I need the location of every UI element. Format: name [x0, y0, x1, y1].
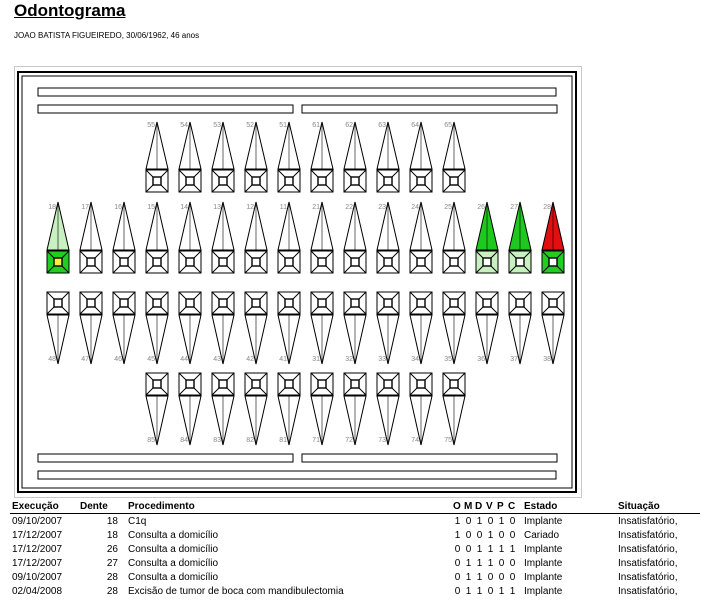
tooth-number: 24	[411, 204, 419, 211]
occlusal-face	[549, 258, 557, 266]
occlusal-face	[318, 258, 326, 266]
header-v: V	[485, 500, 496, 514]
occlusal-face	[285, 258, 293, 266]
cell-face-flag: 0	[465, 543, 472, 555]
tooth-number: 31	[312, 356, 320, 363]
cell-face-flag: 1	[487, 529, 494, 541]
cell-procedimento: Consulta a domicílio	[128, 529, 219, 541]
cell-face-flag: 1	[487, 543, 494, 555]
occlusal-face	[252, 258, 260, 266]
occlusal-face	[87, 258, 95, 266]
occlusal-face	[450, 177, 458, 185]
cell-face-flag: 1	[498, 585, 505, 597]
occlusal-face	[351, 299, 359, 307]
tooth-number: 83	[213, 437, 221, 444]
occlusal-face	[549, 299, 557, 307]
tooth-number: 45	[147, 356, 155, 363]
tooth-number: 28	[543, 204, 551, 211]
tooth-number: 63	[378, 122, 386, 129]
cell-face-flag: 0	[465, 515, 472, 527]
occlusal-face	[351, 380, 359, 388]
occlusal-face	[450, 258, 458, 266]
tooth-number: 38	[543, 356, 551, 363]
cell-face-flag: 0	[476, 529, 483, 541]
cell-face-flag: 0	[509, 557, 516, 569]
cell-execucao: 17/12/2007	[12, 529, 63, 541]
occlusal-face	[516, 299, 524, 307]
cell-execucao: 02/04/2008	[12, 585, 63, 597]
upper-left-quadrant-bar	[302, 105, 557, 113]
cell-procedimento: C1q	[128, 515, 147, 527]
tooth-number: 65	[444, 122, 452, 129]
tooth-number: 14	[180, 204, 188, 211]
table-row[interactable]	[10, 584, 700, 598]
tooth-number: 72	[345, 437, 353, 444]
cell-face-flag: 0	[509, 571, 516, 583]
cell-face-flag: 1	[454, 529, 461, 541]
occlusal-face	[384, 299, 392, 307]
tooth-number: 85	[147, 437, 155, 444]
cell-face-flag: 0	[454, 585, 461, 597]
tooth-number: 21	[312, 204, 320, 211]
cell-face-flag: 0	[487, 515, 494, 527]
tooth-number: 74	[411, 437, 419, 444]
header-m: M	[464, 501, 473, 512]
occlusal-face	[219, 177, 227, 185]
table-row[interactable]	[10, 528, 700, 542]
occlusal-face	[153, 258, 161, 266]
upper-arch-bar	[38, 88, 556, 96]
tooth-number: 54	[180, 122, 188, 129]
cell-estado: Implante	[524, 571, 563, 583]
cell-procedimento: Excisão de tumor de boca com mandibulectomia	[128, 585, 344, 597]
cell-face-flag: 0	[498, 557, 505, 569]
cell-face-flag: 0	[509, 529, 516, 541]
cell-face-flag: 0	[454, 571, 461, 583]
cell-execucao: 17/12/2007	[12, 543, 63, 555]
occlusal-face	[417, 177, 425, 185]
occlusal-face	[483, 258, 491, 266]
cell-situacao: Insatisfatório,	[618, 557, 678, 569]
cell-face-flag: 1	[465, 557, 472, 569]
cell-dente: 18	[106, 515, 118, 527]
occlusal-face	[516, 258, 524, 266]
occlusal-face	[318, 177, 326, 185]
occlusal-face	[384, 258, 392, 266]
occlusal-face	[285, 380, 293, 388]
cell-dente: 28	[106, 571, 118, 583]
header-p: P	[496, 500, 507, 514]
cell-procedimento: Consulta a domicílio	[128, 557, 219, 569]
cell-execucao: 09/10/2007	[12, 515, 63, 527]
cell-execucao: 17/12/2007	[12, 557, 63, 569]
tooth-number: 27	[510, 204, 518, 211]
cell-face-flag: 0	[487, 571, 494, 583]
cell-face-flag: 1	[476, 543, 483, 555]
occlusal-face	[252, 177, 260, 185]
tooth-number: 25	[444, 204, 452, 211]
occlusal-face	[351, 177, 359, 185]
cell-estado: Implante	[524, 557, 563, 569]
occlusal-face	[285, 177, 293, 185]
cell-face-flag: 0	[454, 557, 461, 569]
cell-estado: Implante	[524, 585, 563, 597]
cell-situacao: Insatisfatório,	[618, 585, 678, 597]
occlusal-face	[87, 299, 95, 307]
tooth-number: 16	[114, 204, 122, 211]
page-title: Odontograma	[14, 1, 126, 20]
procedures-table	[10, 500, 700, 598]
cell-face-flag: 1	[509, 543, 516, 555]
tooth-number: 15	[147, 204, 155, 211]
tooth-number: 17	[81, 204, 89, 211]
lower-left-quadrant-bar	[302, 454, 557, 462]
cell-face-flag: 1	[465, 571, 472, 583]
occlusal-face	[153, 380, 161, 388]
tooth-number: 11	[279, 204, 287, 211]
cell-situacao: Insatisfatório,	[618, 543, 678, 555]
header-procedimento: Procedimento	[126, 500, 452, 514]
cell-face-flag: 1	[498, 543, 505, 555]
cell-execucao: 09/10/2007	[12, 571, 63, 583]
occlusal-face	[450, 299, 458, 307]
lower-right-quadrant-bar	[38, 454, 293, 462]
occlusal-face	[384, 177, 392, 185]
table-row[interactable]	[10, 556, 700, 570]
header-execucao: Execução	[10, 500, 78, 514]
cell-dente: 18	[106, 529, 118, 541]
tooth-number: 42	[246, 356, 254, 363]
tooth-number: 55	[147, 122, 155, 129]
occlusal-face	[54, 299, 62, 307]
header-d: D	[474, 500, 485, 514]
tooth-number: 37	[510, 356, 518, 363]
header-c: C	[507, 500, 518, 514]
occlusal-face	[483, 299, 491, 307]
occlusal-face	[120, 258, 128, 266]
table-row[interactable]	[10, 542, 700, 556]
cell-face-flag: 1	[465, 585, 472, 597]
occlusal-face	[285, 299, 293, 307]
cell-situacao: Insatisfatório,	[618, 515, 678, 527]
cell-face-flag: 1	[454, 515, 461, 527]
tooth-number: 64	[411, 122, 419, 129]
cell-dente: 27	[106, 557, 118, 569]
tooth-number: 75	[444, 437, 452, 444]
cell-estado: Implante	[524, 515, 563, 527]
occlusal-face	[219, 299, 227, 307]
header-o: O	[452, 500, 463, 514]
occlusal-face	[318, 299, 326, 307]
header-estado: Estado	[518, 500, 616, 514]
cell-face-flag: 1	[476, 515, 483, 527]
occlusal-face	[186, 380, 194, 388]
cell-estado: Implante	[524, 543, 563, 555]
tooth-number: 46	[114, 356, 122, 363]
tooth-number: 36	[477, 356, 485, 363]
cell-face-flag: 1	[476, 571, 483, 583]
tooth-number: 71	[312, 437, 320, 444]
upper-right-quadrant-bar	[38, 105, 293, 113]
occlusal-face	[252, 380, 260, 388]
cell-face-flag: 0	[498, 571, 505, 583]
cell-face-flag: 1	[509, 585, 516, 597]
tooth-number: 33	[378, 356, 386, 363]
cell-face-flag: 1	[476, 557, 483, 569]
table-row[interactable]	[10, 570, 700, 584]
occlusal-face	[219, 380, 227, 388]
cell-procedimento: Consulta a domicílio	[128, 571, 219, 583]
occlusal-face	[219, 258, 227, 266]
tooth-number: 34	[411, 356, 419, 363]
occlusal-face	[351, 258, 359, 266]
tooth-number: 18	[48, 204, 56, 211]
cell-dente: 26	[106, 543, 118, 555]
cell-situacao: Insatisfatório,	[618, 571, 678, 583]
tooth-number: 43	[213, 356, 221, 363]
cell-face-flag: 0	[465, 529, 472, 541]
tooth-number: 26	[477, 204, 485, 211]
table-header-row	[10, 500, 700, 514]
tooth-number: 48	[48, 356, 56, 363]
lower-arch-bar	[38, 471, 556, 479]
tooth-number: 52	[246, 122, 254, 129]
occlusal-face	[186, 177, 194, 185]
tooth-number: 41	[279, 356, 287, 363]
occlusal-face	[417, 380, 425, 388]
tooth-number: 13	[213, 204, 221, 211]
occlusal-face	[120, 299, 128, 307]
occlusal-face	[186, 299, 194, 307]
tooth-number: 53	[213, 122, 221, 129]
occlusal-face	[417, 258, 425, 266]
tooth-number: 84	[180, 437, 188, 444]
cell-face-flag: 1	[498, 515, 505, 527]
odontogram-chart	[14, 66, 582, 498]
occlusal-face	[153, 299, 161, 307]
tooth-number: 62	[345, 122, 353, 129]
header-dente: Dente	[78, 500, 126, 514]
cell-situacao: Insatisfatório,	[618, 529, 678, 541]
occlusal-face	[318, 380, 326, 388]
occlusal-face	[450, 380, 458, 388]
tooth-number: 51	[279, 122, 287, 129]
cell-face-flag: 0	[509, 515, 516, 527]
patient-info: JOAO BATISTA FIGUEIREDO, 30/06/1962, 46 anos	[14, 31, 200, 40]
tooth-number: 35	[444, 356, 452, 363]
cell-face-flag: 0	[487, 585, 494, 597]
occlusal-face	[417, 299, 425, 307]
occlusal-face	[153, 177, 161, 185]
tooth-number: 44	[180, 356, 188, 363]
tooth-number: 32	[345, 356, 353, 363]
header-situacao: Situação	[616, 500, 700, 514]
table-row[interactable]	[10, 514, 700, 529]
tooth-number: 22	[345, 204, 353, 211]
cell-face-flag: 1	[476, 585, 483, 597]
occlusal-face	[252, 299, 260, 307]
cell-face-flag: 1	[487, 557, 494, 569]
occlusal-face	[384, 380, 392, 388]
occlusal-face	[54, 258, 62, 266]
tooth-number: 82	[246, 437, 254, 444]
occlusal-face	[186, 258, 194, 266]
cell-estado: Cariado	[524, 529, 560, 541]
cell-procedimento: Consulta a domicílio	[128, 543, 219, 555]
tooth-number: 61	[312, 122, 320, 129]
cell-face-flag: 0	[454, 543, 461, 555]
cell-dente: 28	[106, 585, 118, 597]
tooth-number: 73	[378, 437, 386, 444]
tooth-number: 81	[279, 437, 287, 444]
tooth-number: 12	[246, 204, 254, 211]
cell-face-flag: 0	[498, 529, 505, 541]
chart-outer-frame	[15, 67, 582, 498]
tooth-number: 47	[81, 356, 89, 363]
tooth-number: 23	[378, 204, 386, 211]
